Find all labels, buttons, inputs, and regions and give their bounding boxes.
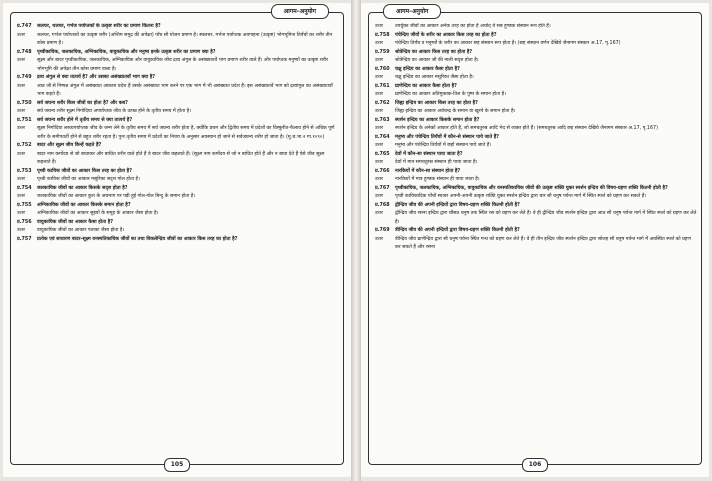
answer-text: सर्व जघन्य शरीर सूक्ष्म निगोदिया अपर्याप्तक जीव के उत्पन्न होने के तृतीय समय में होता है। [37, 109, 191, 114]
question-text: जलचर, थलचर, गर्भज पर्याप्तकों के उत्कृष्ट शरीर का प्रमाण कितना है? [37, 24, 161, 29]
question-text: घ्राणेन्द्रिय का आकार कैसा होता है? [395, 83, 457, 89]
question-text: त्रीन्द्रिय जीव की अपनी इन्द्रियों द्वारा विषय-ग्रहण शक्ति कितनी होती है? [395, 228, 520, 233]
answer-text: स्पर्शन इन्द्रिय के अनेकों आकार होते हैं, जो समचतुरस्र आदि भेद से व्यक्त होते हैं। (समचतुरस्र आदि छह संस्थान देखिये जैनागम संस्कार अ.17, पृ.167) [395, 126, 658, 131]
question-text: पृथ्वीकायिक, जलकायिक, अग्निकायिक, वायुकायिक और मनुष्य इनके उत्कृष्ट शरीर का प्रमाण क्या है? [37, 49, 216, 55]
question-number: प्र.758 [375, 32, 390, 38]
answer-label: उत्तर [17, 211, 25, 216]
question-number: प्र.768 [375, 202, 390, 208]
answer-label: उत्तर [17, 151, 25, 157]
question-text: वायुकायिक जीवों का आकार कैसा होता है? [37, 219, 114, 225]
question-row [375, 49, 697, 58]
answer-label: उत्तर [375, 194, 383, 199]
answer-text: जिह्वा इन्द्रिय का आकार अर्धचन्द्र के समान या खुरपे के समान होता है। [395, 109, 516, 114]
answer-row [17, 125, 339, 142]
question-number: प्र.760 [375, 66, 390, 72]
question-row [375, 83, 697, 92]
right-page [361, 3, 709, 477]
answer-row [375, 125, 697, 134]
question-row [375, 66, 697, 75]
answer-label: उत्तर [17, 228, 25, 233]
question-row [17, 219, 339, 228]
question-number: प्र.749 [17, 75, 32, 80]
answer-label: उत्तर [375, 236, 383, 242]
question-number: प्र.759 [375, 49, 390, 55]
question-number: प्र.748 [17, 49, 32, 55]
answer-row [375, 236, 697, 253]
answer-text: नारकियों में मात्र हुण्डक संस्थान ही पाया जाता है। [395, 177, 480, 182]
question-row [375, 134, 697, 143]
answer-row [375, 210, 697, 227]
question-text: प्रत्येक एवं साधारण बादर-सूक्ष्म वनस्पतिकायिक जीवों का तथा विकलेन्द्रिय जीवों का आकार किस तरह का होता है? [37, 236, 238, 242]
answer-label: उत्तर [375, 58, 383, 63]
question-text: पृथ्वी कायिक जीवों का आकार किस तरह का होता है? [37, 168, 133, 174]
question-number: प्र.764 [375, 134, 390, 140]
answer-text: द्वीन्द्रिय जीव रसना इन्द्रिय द्वारा चौंसठ धनुष तक स्थित रस को ग्रहण कर लेते हैं। वे ही द्वीन्द्रिय जीव स्पर्शन इन्द्रिय द्वारा आठ सौ धनुष पर्यन्त मार्ग में स्थित स्पर्श को ग्रहण कर लेते हैं। [395, 211, 697, 225]
question-number: प्र.754 [17, 185, 32, 191]
question-text: पृथ्वीकायिक, जलकायिक, अग्निकायिक, वायुकायिक और वनस्पतिकायिक जीवों की उत्कृष्ट शक्ति युक्त स्पर्शन इन्द्रिय की विषय-ग्रहण शक्ति कितनी होती है? [395, 185, 668, 191]
answer-row [375, 23, 697, 32]
answer-text: श्रोत्रेन्द्रिय का आकार जौ की नाली सदृश होता है। [395, 58, 479, 63]
answer-label: उत्तर [375, 160, 383, 165]
answer-text: सूक्ष्म और बादर पृथ्वीकायिक, जलकायिक, अग्निकायिक और वायुकायिक जीव द्रव्य अंगुल के असंख्यातवें भाग प्रमाण शरीर वाले हैं। और पर्याप्तक मनुष्यों का उत्कृष्ट शरीर भोगभूमि की अपेक्षा तीन कोस प्रमाण वाला है। [37, 58, 329, 72]
answer-label: उत्तर [17, 58, 25, 63]
answer-label: उत्तर [375, 75, 383, 80]
question-text: नारकियों में कौन-सा संस्थान होता है? [395, 168, 461, 174]
question-text: सर्व जघन्य शरीर किस जीवों का होता है? और कब? [37, 100, 128, 106]
answer-row [375, 142, 697, 151]
question-text: जलकायिक जीवों का आकार किसके सदृश होता है? [37, 185, 128, 191]
answer-label: उत्तर [17, 109, 25, 114]
question-number: प्र.762 [375, 100, 390, 106]
answer-text: जलचर, गर्भज पर्याप्तकों का उत्कृष्ट शरीर (अन्तिम समुद्र की अपेक्षा) पाँच सौ योजन प्रमाण है। स्थलचर, गर्भज पर्याप्तक अवगाहना (उत्कृष्ट) भोगभूमिज तिर्यंचों का शरीर तीन कोस प्रमाण है। [37, 32, 333, 46]
page-number: 105 [164, 458, 190, 472]
question-number: प्र.769 [375, 228, 390, 233]
answer-text: चक्षु इन्द्रिय का आकार मसूरिका जैसा होता है। [395, 75, 474, 80]
answer-text: मनुष्य और पंचेन्द्रिय तिर्यंचों में छहों संस्थान पाये जाते हैं। [395, 143, 492, 148]
question-row [17, 100, 339, 109]
answer-label: उत्तर [375, 177, 383, 182]
question-text: चक्षु इन्द्रिय का आकार कैसा होता है? [395, 66, 460, 72]
answer-row [17, 176, 339, 185]
answer-row [375, 193, 697, 202]
question-row [375, 151, 697, 160]
question-number: प्र.765 [375, 151, 390, 157]
question-row [17, 117, 339, 126]
page-content [17, 23, 339, 463]
question-row [17, 185, 339, 194]
answer-text: सूक्ष्म निगोदिया लब्ध्यपर्याप्तक जीव के जन्म लेने के तृतीय समय में सर्व जघन्य शरीर होता है, क्योंकि प्रथम और द्वितीय समय में प्रदेशों का विस्फुरीत-फैलाव होने से अधिक पूर्ण शरीर के समीपवर्ती होने से बहुत शरीर रहता है। पुनः तृतीय समय में प्रदेशों का निचय के अनुसार अवस्थान हो जाने से सर्वजघन्य शरीर हो जाता है। (मू.च.भा.२ गा.१०९०) [37, 126, 335, 140]
answer-text: पृथ्वी कायिक जीवों का आकार मसूरिका सदृश गोल होता है। [37, 177, 140, 182]
question-number: प्र.756 [17, 219, 32, 225]
question-text: देवों में कौन-सा संस्थान पाया जाता है? [395, 151, 463, 157]
question-text: अग्निकायिक जीवों का आकार किसके समान होता है? [37, 202, 131, 208]
question-row [17, 142, 339, 151]
answer-label: उत्तर [375, 126, 383, 131]
question-row [375, 185, 697, 194]
running-header: आगम–अनुयोग [271, 4, 329, 19]
question-number: प्र.750 [17, 100, 32, 106]
answer-row [17, 108, 339, 117]
question-row [17, 202, 339, 211]
answer-row [375, 108, 697, 117]
answer-row [17, 32, 339, 49]
question-number: प्र.747 [17, 24, 32, 29]
question-row [17, 236, 339, 245]
question-number: प्र.763 [375, 117, 390, 123]
question-row [375, 100, 697, 109]
answer-row [17, 227, 339, 236]
answer-row [375, 91, 697, 100]
answer-label: उत्तर [17, 32, 25, 38]
question-row [375, 168, 697, 177]
question-row [17, 168, 339, 177]
answer-row [375, 74, 697, 83]
answer-text: जलकायिक जीवों का आकार कुश के अग्रभाग पर पड़ी हुई गोल-गोल बिन्दु के समान होता है। [37, 194, 196, 199]
answer-label: उत्तर [375, 143, 383, 148]
answer-label: उत्तर [375, 24, 383, 29]
question-number: प्र.752 [17, 143, 32, 148]
question-row [375, 202, 697, 211]
question-text: श्रोत्रेन्द्रिय का आकार किस तरह का होता है? [395, 49, 473, 55]
answer-row [17, 83, 339, 100]
question-number: प्र.761 [375, 83, 390, 89]
question-number: प्र.766 [375, 168, 390, 174]
answer-label: उत्तर [375, 41, 383, 46]
answer-row [17, 151, 339, 168]
answer-text: त्रीन्द्रिय जीव घ्राणेन्द्रिय द्वारा सौ धनुष पर्यन्त स्थित गन्ध को ग्रहण कर लेते हैं। वे ही तीन इन्द्रिय जीव स्पर्शन इन्द्रिय द्वारा सोलह सौ धनुष पर्यन्त मार्ग में अवस्थित स्पर्श को ग्रहण कर सकते हैं और रसना [395, 236, 691, 250]
question-number: प्र.753 [17, 168, 32, 174]
question-text: जिह्वा इन्द्रिय का आकार किस तरह का होता है? [395, 100, 478, 106]
question-row [17, 49, 339, 58]
running-header: आगम–अनुयोग [383, 4, 441, 19]
answer-text: बादर नाम कर्मोदय से जो बाधाकर और बाधित शरीर वाले होते हैं वे बादर जीव कहलाते हैं। (सूक्ष्म नाम कर्मोदय से जो न बाधित होते हैं और न बाधा देते हैं ऐसे जीव सूक्ष्म कहलाते हैं। [37, 151, 325, 165]
answer-row [17, 57, 339, 74]
left-page [3, 3, 351, 477]
answer-row [375, 40, 697, 49]
book-gutter [351, 0, 361, 481]
question-number: प्र.751 [17, 117, 32, 123]
answer-row [17, 210, 339, 219]
question-row [375, 32, 697, 41]
answer-label: उत्तर [17, 126, 25, 131]
answer-text: आठ जौ से निष्पन्न अंगुल में असंख्यात आकाश प्रदेश हैं उसके असंख्यात भाग करने पर एक भाग में भी असंख्यात प्रदेश हैं। इस असंख्यातवें भाग को द्रव्यांगुल का असंख्यातवाँ भाग कहते हैं। [37, 83, 333, 97]
answer-text: पंचेन्द्रिय तिर्यंच व मनुष्यों के शरीर का आकार छह संस्थान रूप होता है। (छह संस्थान वर्णन देखिये जैनागम संस्कार अ.17, पृ.167) [395, 41, 621, 46]
question-text: द्वीन्द्रिय जीव की अपनी इन्द्रियों द्वारा विषय-ग्रहण शक्ति कितनी होती है? [395, 202, 520, 208]
answer-row [375, 159, 697, 168]
page-number: 106 [522, 458, 548, 472]
question-number: प्र.755 [17, 202, 32, 208]
question-row [17, 74, 339, 83]
answer-text: पृथ्वी कायिकादिक पाँचों स्थावर अपनी-अपनी उत्कृष्ट शक्ति युक्त स्पर्शन इन्द्रिय द्वारा चार सौ धनुष पर्यन्त मार्ग में स्थित स्पर्श को ग्रहण कर सकते हैं। [395, 194, 647, 199]
answer-label: उत्तर [375, 109, 383, 114]
answer-label: उत्तर [375, 211, 383, 216]
question-text: बादर और सूक्ष्म जीव किन्हें कहते हैं? [37, 143, 102, 148]
question-text: स्पर्शन इन्द्रिय का आकार किसके समान होता है? [395, 117, 480, 123]
question-text: मनुष्य और पंचेन्द्रिय तिर्यंचों में कौन-से संस्थान पाये जाते हैं? [395, 134, 500, 140]
answer-label: उत्तर [17, 83, 25, 89]
answer-text: घ्राणेन्द्रिय का आकार अतिमुक्तक-तिल के पुष्प के समान होता है। [395, 92, 507, 97]
question-row [17, 23, 339, 32]
question-text: पंचेन्द्रिय जीवों के शरीर का आकार किस तरह का होता है? [395, 32, 497, 38]
answer-label: उत्तर [17, 177, 25, 182]
answer-row [375, 176, 697, 185]
answer-text: देवों में मात्र समचतुरस्र संस्थान ही पाया जाता है। [395, 160, 478, 165]
page-content [375, 23, 697, 463]
question-row [375, 227, 697, 236]
answer-text: वायुकायिक जीवों का आकार पताका जैसा होता है। [37, 228, 125, 233]
question-row [375, 117, 697, 126]
question-text: सर्व जघन्य शरीर होने में तृतीय समय से क्या तात्पर्य है? [37, 117, 133, 123]
answer-label: उत्तर [375, 92, 383, 97]
question-number: प्र.767 [375, 185, 390, 191]
answer-row [17, 193, 339, 202]
question-text: द्रव्य अंगुल से क्या तात्पर्य है? और उसका असंख्यातवाँ भाग क्या है? [37, 75, 156, 80]
answer-text: अग्निकायिक जीवों का आकार सुइयों के समूह के आकार जैसा होता है। [37, 211, 159, 216]
question-number: प्र.757 [17, 236, 32, 242]
answer-text: उपर्युक्त जीवों का आकार अनेक तरह का होता है अर्थात् ये सब हुण्डक संस्थान रूप होते हैं। [395, 24, 551, 29]
answer-label: उत्तर [17, 194, 25, 199]
answer-row [375, 57, 697, 66]
